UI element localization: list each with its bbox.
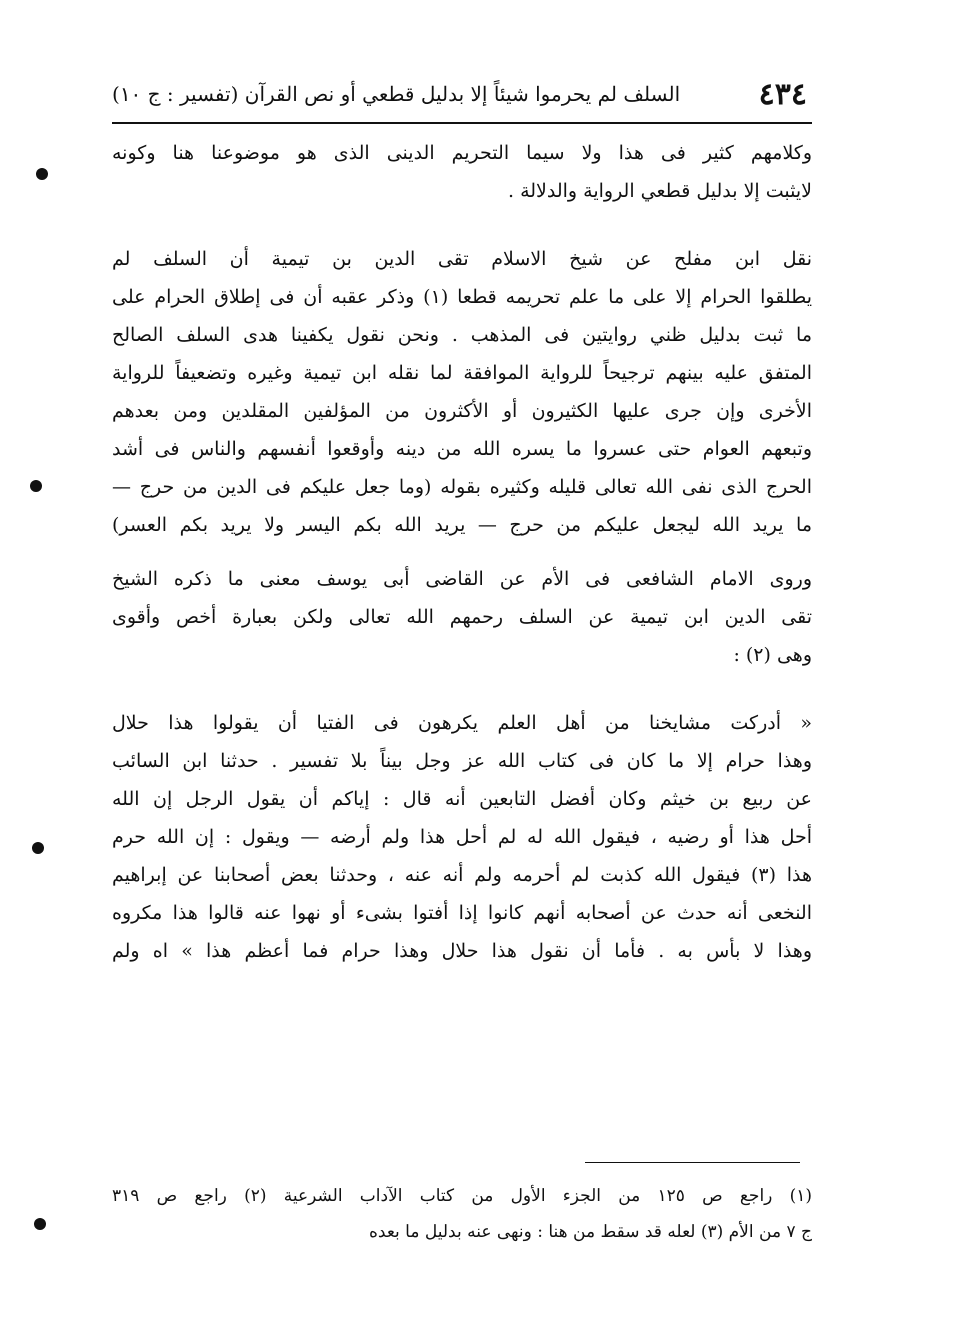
scan-mark-dot — [36, 168, 48, 180]
text-line: تقى الدين ابن تيمية عن السلف رحمهم الله تعالى ولكن بعبارة أخص وأقوى — [112, 606, 812, 628]
footnote-line: (١) راجع ص ١٢٥ من الجزء الأول من كتاب الآداب الشرعية (٢) راجع ص ٣١٩ — [112, 1186, 812, 1206]
text-line: « أدركت مشايخنا من أهل العلم يكرهون فى الفتيا أن يقولوا هذا حلال — [112, 712, 812, 734]
text-line: الحرج الذى نفى الله تعالى قليله وكثيره بقوله (وما جعل عليكم فى الدين من حرج — — [112, 476, 812, 498]
page-header — [112, 72, 807, 116]
text-line: وتبعهم العوام حتى عسروا ما يسره الله من دينه وأوقعوا أنفسهم والناس فى أشد — [112, 438, 812, 460]
page-number: ٤٣٤ — [758, 76, 807, 112]
text-line: يطلقوا الحرام إلا على ما علم تحريمه قطعا (١) وذكر عقبه أن فى إطلاق الحرام على — [112, 286, 812, 308]
footnotes — [112, 1178, 812, 1250]
text-line: الأخرى وإن جرى عليها الكثيرون أو الأكثرون من المؤلفين المقلدين ومن بعدهم — [112, 400, 812, 422]
text-line: وهذا لا بأس به . فأما أن نقول هذا حلال وهذا حرام فما أعظم هذا » اه ولم — [112, 940, 812, 962]
text-line: نقل ابن مفلح عن شيخ الاسلام تقى الدين بن تيمية أن السلف لم — [112, 248, 812, 270]
text-line: أحل هذا أو رضيه ، فيقول الله له لم أحل هذا ولم أرضه — ويقول : إن الله حرم — [112, 826, 812, 848]
scan-mark-dot — [34, 1218, 46, 1230]
text-line: ما ثبت بدليل ظني روايتين فى المذهب . ونحن نقول يكفينا هدى السلف الصالح — [112, 324, 812, 346]
text-line: المتفق عليه بينهم ترجيحاً للرواية الموافقة لما نقله ابن تيمية وغيره وتضعيفاً للرواية — [112, 362, 812, 384]
text-line: وكلامهم كثير فى هذا ولا سيما التحريم الدينى الذى هو موضوعنا هنا وكونه — [112, 142, 812, 164]
text-line: وهذا حرام إلا ما كان فى كتاب الله عز وجل بيناً بلا تفسير . حدثنا ابن السائب — [112, 750, 812, 772]
text-line: لايثبت إلا بدليل قطعي الرواية والدلالة . — [508, 180, 812, 202]
text-line: ما يريد الله ليجعل عليكم من حرج — يريد الله بكم اليسر ولا يريد بكم العسر) — [112, 514, 812, 536]
footnote-rule — [585, 1162, 800, 1163]
header-rule — [112, 122, 812, 124]
scan-mark-dot — [30, 480, 42, 492]
text-line: هذا (٣) فيقول الله كذبت لم أحرمه ولم أنه عنه ، وحدثنا بعض أصحابنا عن إبراهيم — [112, 864, 812, 886]
scan-mark-dot — [32, 842, 44, 854]
body-text — [112, 134, 812, 970]
running-head: السلف لم يحرموا شيئاً إلا بدليل قطعي أو نص القرآن (تفسير : ج ١٠) — [112, 82, 681, 106]
text-line: وهى (٢) : — [733, 644, 812, 666]
text-line: عن ربيع بن خيثم وكان أفضل التابعين أنه قال : إياكم أن يقول الرجل إن الله — [112, 788, 812, 810]
text-line: النخعى أنه حدث عن أصحابه أنهم كانوا إذا أفتوا بشىء أو نهوا عنه قالوا هذا مكروه — [112, 902, 812, 924]
text-line: وروى الامام الشافعى فى الأم عن القاضى أبى يوسف معنى ما ذكره الشيخ — [112, 568, 812, 590]
footnote-line: ج ٧ من الأم (٣) لعله قد سقط من هنا : ونهى عنه بدليل ما بعده — [368, 1222, 812, 1242]
